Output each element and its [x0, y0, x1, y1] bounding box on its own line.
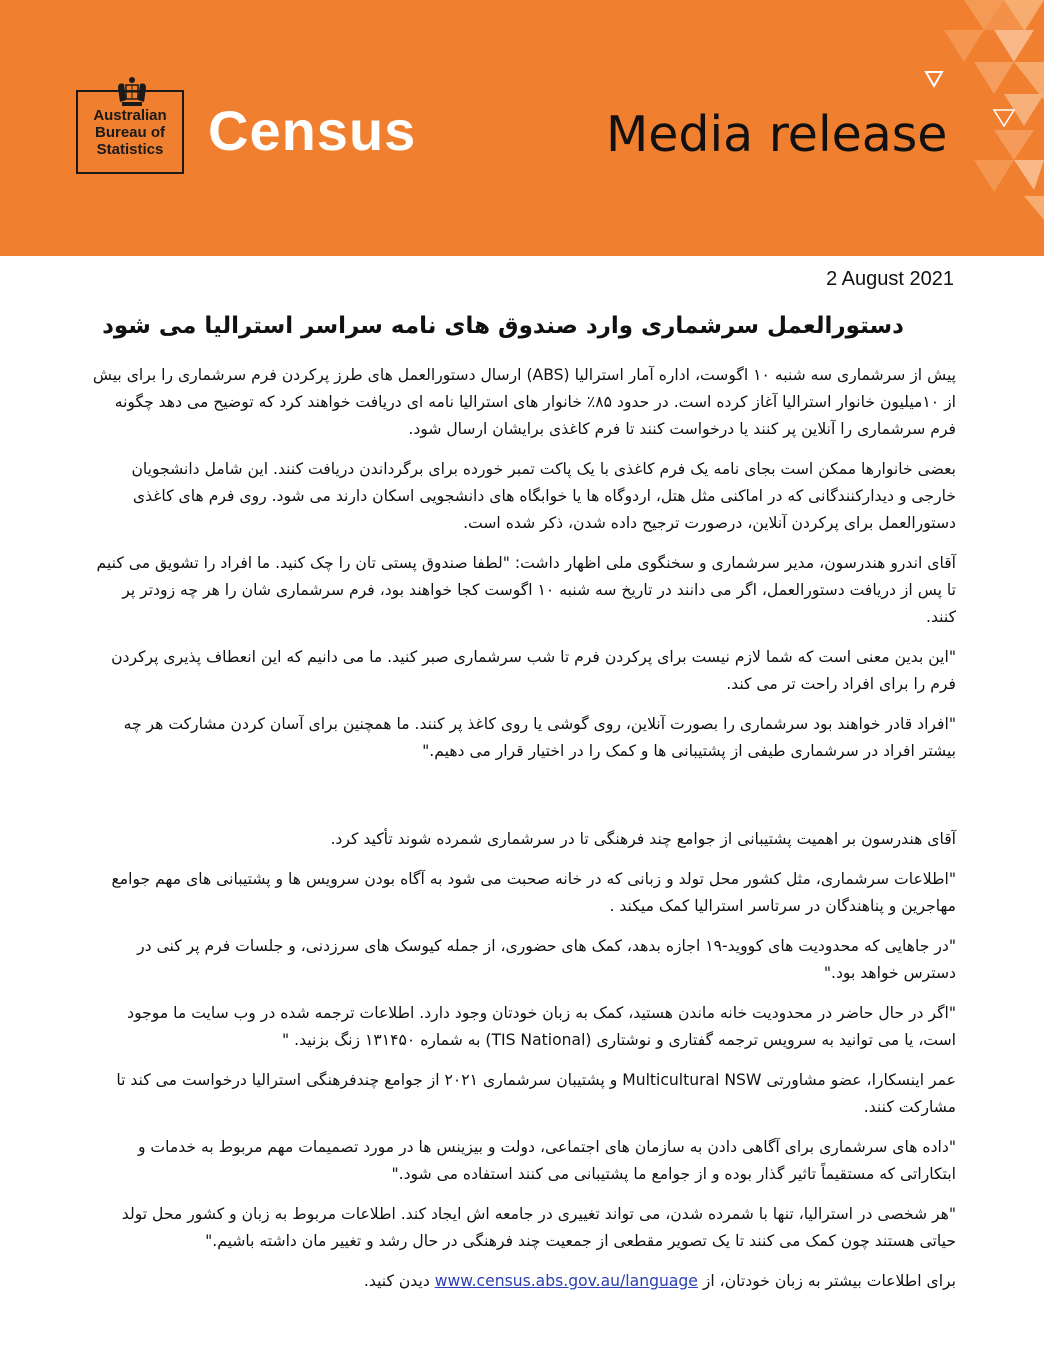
logo-line: Statistics [96, 140, 164, 158]
headline: دستورالعمل سرشماری وارد صندوق های نامه سراسر استرالیا می شود [102, 313, 904, 339]
triangle-outline-icon [994, 110, 1014, 126]
media-release-title: Media release [606, 106, 948, 163]
paragraph: عمر اینسکارا، عضو مشاورتی Multicultural NSW و پشتیبان سرشماری ۲۰۲۱ از جوامع چندفرهنگی استرالیا درخواست می کند تا مشارکت کنند. [116, 1071, 956, 1116]
paragraph: "اطلاعات سرشماری، مثل کشور محل تولد و زبانی که در خانه صحبت می شود به آگاه بودن سرویس ها و پشتیبانی های مهم جوامع مهاجرین و پناهندگان در سرتاسر استرالیا کمک میکند . [111, 870, 956, 915]
triangle-outline-icon [926, 72, 942, 86]
paragraph: "در جاهایی که محدودیت های کووید-۱۹ اجازه بدهد، کمک های حضوری، از جمله کیوسک های سرزدنی، و جلسات فرم پر کنی در دسترس خواهد بود." [137, 937, 956, 982]
paragraph: "داده های سرشماری برای آگاهی دادن به سازمان های اجتماعی، دولت و بیزینس ها در مورد تصمیمات مهم مربوط به خدمات و ابتکاراتی که مستقیماً تاثیر گذار بوده و از جوامع ما پشتیبانی می کنند استفاده می شود." [137, 1138, 956, 1183]
final-text-after: دیدن کنید. [363, 1272, 435, 1290]
census-language-link[interactable]: www.census.abs.gov.au/language [434, 1272, 698, 1290]
final-text-before: برای اطلاعات بیشتر به زبان خودتان، از [697, 1272, 956, 1290]
release-date: 2 August 2021 [826, 268, 954, 290]
logo-line: Bureau of [94, 123, 165, 141]
header-banner [0, 0, 1044, 256]
article-body [92, 362, 956, 1308]
paragraph: آقای هندرسون بر اهمیت پشتیبانی از جوامع چند فرهنگی تا در سرشماری شمرده شوند تأکید کرد. [330, 830, 956, 848]
final-paragraph [92, 1268, 956, 1295]
paragraph: "اگر در حال حاضر در محدودیت خانه ماندن هستید، کمک به زبان خودتان وجود دارد. اطلاعات ترجمه شده در وب سایت ما موجود است، یا می توانید به سرویس ترجمه گفتاری و نوشتاری (TIS National) به شماره ۱۳۱۴۵۰ زنگ بزنید. " [127, 1004, 956, 1049]
census-wordmark: Census [208, 99, 417, 162]
paragraph: بعضی خانوارها ممکن است بجای نامه یک فرم کاغذی با یک پاکت تمبر خورده برای برگرداندن دریافت کنند. این شامل دانشجویان خارجی و دیدارکنندگانی که در اماکنی مثل هتل، اردوگاه ها یا خوابگاه های دانشجویی اسکان دارند می شود. روی فرم های کاغذی دستورالعمل برای پرکردن آنلاین، درصورت ترجیح داده شدن، ذکر شده است. [131, 460, 956, 532]
paragraph: آقای اندرو هندرسون، مدیر سرشماری و سخنگوی ملی اظهار داشت: "لطفا صندوق پستی تان را چک کنید. ما افراد را تشویق می کنیم تا پس از دریافت دستورالعمل، اگر می دانند در تاریخ سه شنبه ۱۰ اگوست کجا خواهند بود، فرم سرشماری شان را هر چه زودتر پر کنند. [96, 554, 956, 626]
logo-line: Australian [93, 106, 167, 124]
abs-logo [76, 90, 184, 174]
paragraph: "افراد قادر خواهند بود سرشماری را بصورت آنلاین، روی گوشی یا روی کاغذ پر کنند. ما همچنین برای آسان کردن مشارکت هر چه بیشتر افراد در سرشماری طیفی از پشتیبانی ها و کمک را در اختیار قرار می دهیم." [123, 715, 956, 760]
paragraph: "هر شخصی در استرالیا، تنها با شمرده شدن، می تواند تغییری در جامعه اش ایجاد کند. اطلاعات مربوط به زبان و کشور محل تولد حیاتی هستند چون کمک می کنند تا یک تصویر مقطعی از جمعیت چند فرهنگی در حال رشد و تغییر مان داشته باشیم." [121, 1205, 956, 1250]
paragraph: "این بدین معنی است که شما لازم نیست برای پرکردن فرم تا شب سرشماری صبر کنید. ما می دانیم که این انعطاف پذیری پرکردن فرم را برای افراد راحت تر می کند. [111, 648, 956, 693]
paragraph: پیش از سرشماری سه شنبه ۱۰ اگوست، اداره آمار استرالیا (ABS) ارسال دستورالعمل های طرز پرکردن فرم سرشماری را برای بیش از ۱۰میلیون خانوار استرالیا آغاز کرده است. در حدود ۸۵٪ خانوار های استرالیا نامه ای دریافت خواهند کرد که توضیح می دهد چگونه فرم سرشماری را آنلاین پر کنند یا درخواست کنند تا فرم کاغذی برایشان ارسال شود. [92, 366, 956, 438]
section-spacer [92, 778, 956, 826]
